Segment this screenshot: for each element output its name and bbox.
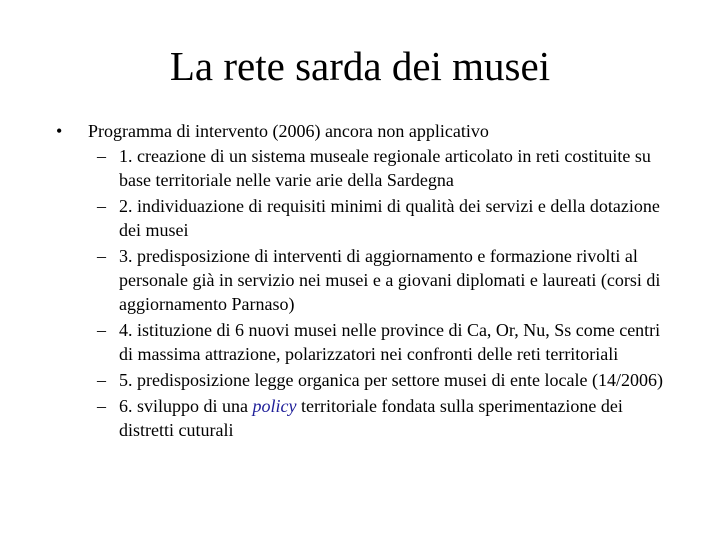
sub-point-6 (56, 394, 663, 442)
sub-point-text-start: 6. sviluppo di una (119, 396, 253, 416)
sub-point-1 (56, 144, 663, 192)
sub-point-text: 1. creazione di un sistema museale regionale articolato in reti costituite su base territoriale nelle varie arie della Sardegna (119, 146, 651, 190)
sub-point-3 (56, 244, 663, 316)
main-bullet-point (56, 119, 696, 143)
sub-point-text: 3. predisposizione di interventi di aggiornamento e formazione rivolti al personale già in servizio nei musei e a giovani diplomati e laureati (corsi di aggiornamento Parnaso) (119, 246, 661, 314)
sub-point-list (56, 144, 696, 442)
sub-point-text: 4. istituzione di 6 nuovi musei nelle province di Ca, Or, Nu, Ss come centri di massima attrazione, polarizzatori nei confronti delle reti territoriali (119, 320, 661, 364)
dash-icon: – (97, 320, 106, 340)
policy-italic-word: policy (252, 396, 297, 416)
dash-icon: – (97, 396, 106, 416)
slide-content (56, 119, 696, 444)
dash-icon: – (97, 246, 106, 266)
sub-point-text-end: territoriale fondata sulla sperimentazione dei distretti cuturali (119, 396, 623, 440)
main-point-text: Programma di intervento (2006) ancora non applicativo (88, 121, 489, 141)
sub-point-text: 2. individuazione di requisiti minimi di qualità dei servizi e della dotazione dei musei (119, 196, 660, 240)
dash-icon: – (97, 196, 106, 216)
sub-point-5 (56, 368, 663, 392)
sub-point-text: 5. predisposizione legge organica per settore musei di ente locale (14/2006) (119, 370, 663, 390)
sub-point-4 (56, 318, 663, 366)
sub-point-2 (56, 194, 663, 242)
bullet-icon: • (56, 121, 63, 141)
dash-icon: – (97, 370, 106, 390)
dash-icon: – (97, 146, 106, 166)
slide-title: La rete sarda dei musei (169, 43, 551, 89)
